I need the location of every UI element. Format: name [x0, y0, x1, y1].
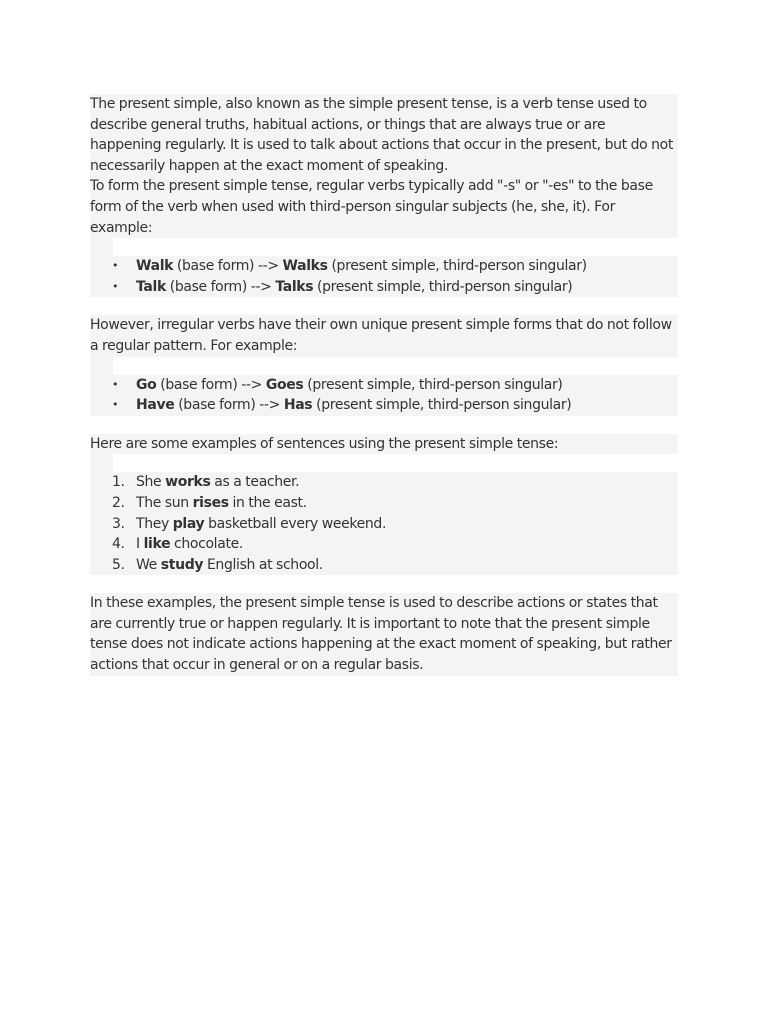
present-form: Goes — [265, 376, 304, 393]
list-item — [90, 277, 678, 298]
sentence-text: I — [136, 536, 144, 553]
bullet-marker: • — [112, 279, 119, 293]
list-number: 5. — [112, 556, 125, 573]
example-sentences-list — [90, 472, 678, 575]
intro-paragraph-1: The present simple, also known as the simple present tense, is a verb tense used to describe general truths, habitual actions, or things that are always true or are happening regularly. It is used to talk about actions that occur in the present, but do not necessarily happen at the exact moment of speaking. — [90, 96, 674, 174]
intro-section — [90, 94, 678, 238]
spacer — [90, 454, 678, 472]
spacer — [90, 575, 678, 593]
conclusion-section — [90, 593, 678, 675]
conclusion-paragraph: In these examples, the present simple tense is used to describe actions or states that are currently true or happen regularly. It is important to note that the present simple tense does not indicate actions happening at the exact moment of speaking, but rather actions that occur in general or on a regular basis. — [90, 595, 672, 674]
form-note: (present simple, third-person singular) — [312, 397, 572, 414]
sentence-text: basketball every weekend. — [204, 515, 387, 532]
list-item — [90, 472, 678, 493]
arrow-text: (base form) --> — [174, 397, 284, 414]
regular-verbs-list — [90, 256, 678, 297]
sentence-verb: works — [165, 474, 211, 491]
list-number: 3. — [112, 515, 125, 532]
sentence-text: chocolate. — [170, 536, 243, 553]
present-form: Has — [283, 397, 313, 414]
sentence-verb: like — [143, 536, 171, 553]
form-note: (present simple, third-person singular) — [303, 376, 563, 393]
intro-paragraph-2: To form the present simple tense, regular verbs typically add "-s" or "-es" to the base form of the verb when used with third-person singular subjects (he, she, it). For example: — [90, 178, 653, 236]
list-item — [90, 256, 678, 277]
base-verb: Go — [136, 376, 157, 393]
sentences-intro-paragraph: Here are some examples of sentences using the present simple tense: — [90, 435, 559, 452]
list-item — [90, 555, 678, 576]
sentence-text: as a teacher. — [210, 474, 300, 491]
bullet-marker: • — [112, 398, 119, 412]
bullet-marker: • — [112, 259, 119, 273]
arrow-text: (base form) --> — [173, 258, 283, 275]
base-verb: Talk — [136, 278, 166, 295]
irregular-intro-paragraph: However, irregular verbs have their own unique present simple forms that do not follow a regular pattern. For example: — [90, 317, 672, 354]
bullet-marker: • — [112, 377, 119, 391]
list-item — [90, 534, 678, 555]
arrow-text: (base form) --> — [165, 278, 276, 295]
sentence-text: She — [136, 474, 166, 491]
sentence-text: We — [136, 556, 161, 573]
spacer — [90, 297, 678, 315]
arrow-text: (base form) --> — [156, 376, 266, 393]
spacer — [90, 416, 678, 434]
list-item — [90, 493, 678, 514]
base-verb: Walk — [136, 258, 174, 275]
sentence-text: English at school. — [203, 556, 323, 573]
irregular-verbs-list — [90, 375, 678, 416]
form-note: (present simple, third-person singular) — [313, 278, 573, 295]
sentence-text: They — [136, 515, 173, 532]
document-body — [90, 94, 678, 676]
sentence-text: in the east. — [228, 494, 307, 511]
sentences-intro-section — [90, 434, 678, 455]
sentence-text: The sun — [136, 494, 193, 511]
sentence-verb: study — [160, 556, 204, 573]
list-number: 2. — [112, 494, 125, 511]
list-item — [90, 514, 678, 535]
present-form: Walks — [282, 258, 328, 275]
list-number: 4. — [112, 536, 125, 553]
list-item — [90, 395, 678, 416]
sentence-verb: play — [172, 515, 205, 532]
base-verb: Have — [136, 397, 175, 414]
irregular-intro-section — [90, 315, 678, 356]
spacer — [90, 238, 678, 256]
form-note: (present simple, third-person singular) — [327, 258, 587, 275]
present-form: Talks — [275, 278, 314, 295]
list-item — [90, 375, 678, 396]
list-number: 1. — [112, 474, 125, 491]
sentence-verb: rises — [192, 494, 229, 511]
spacer — [90, 357, 678, 375]
